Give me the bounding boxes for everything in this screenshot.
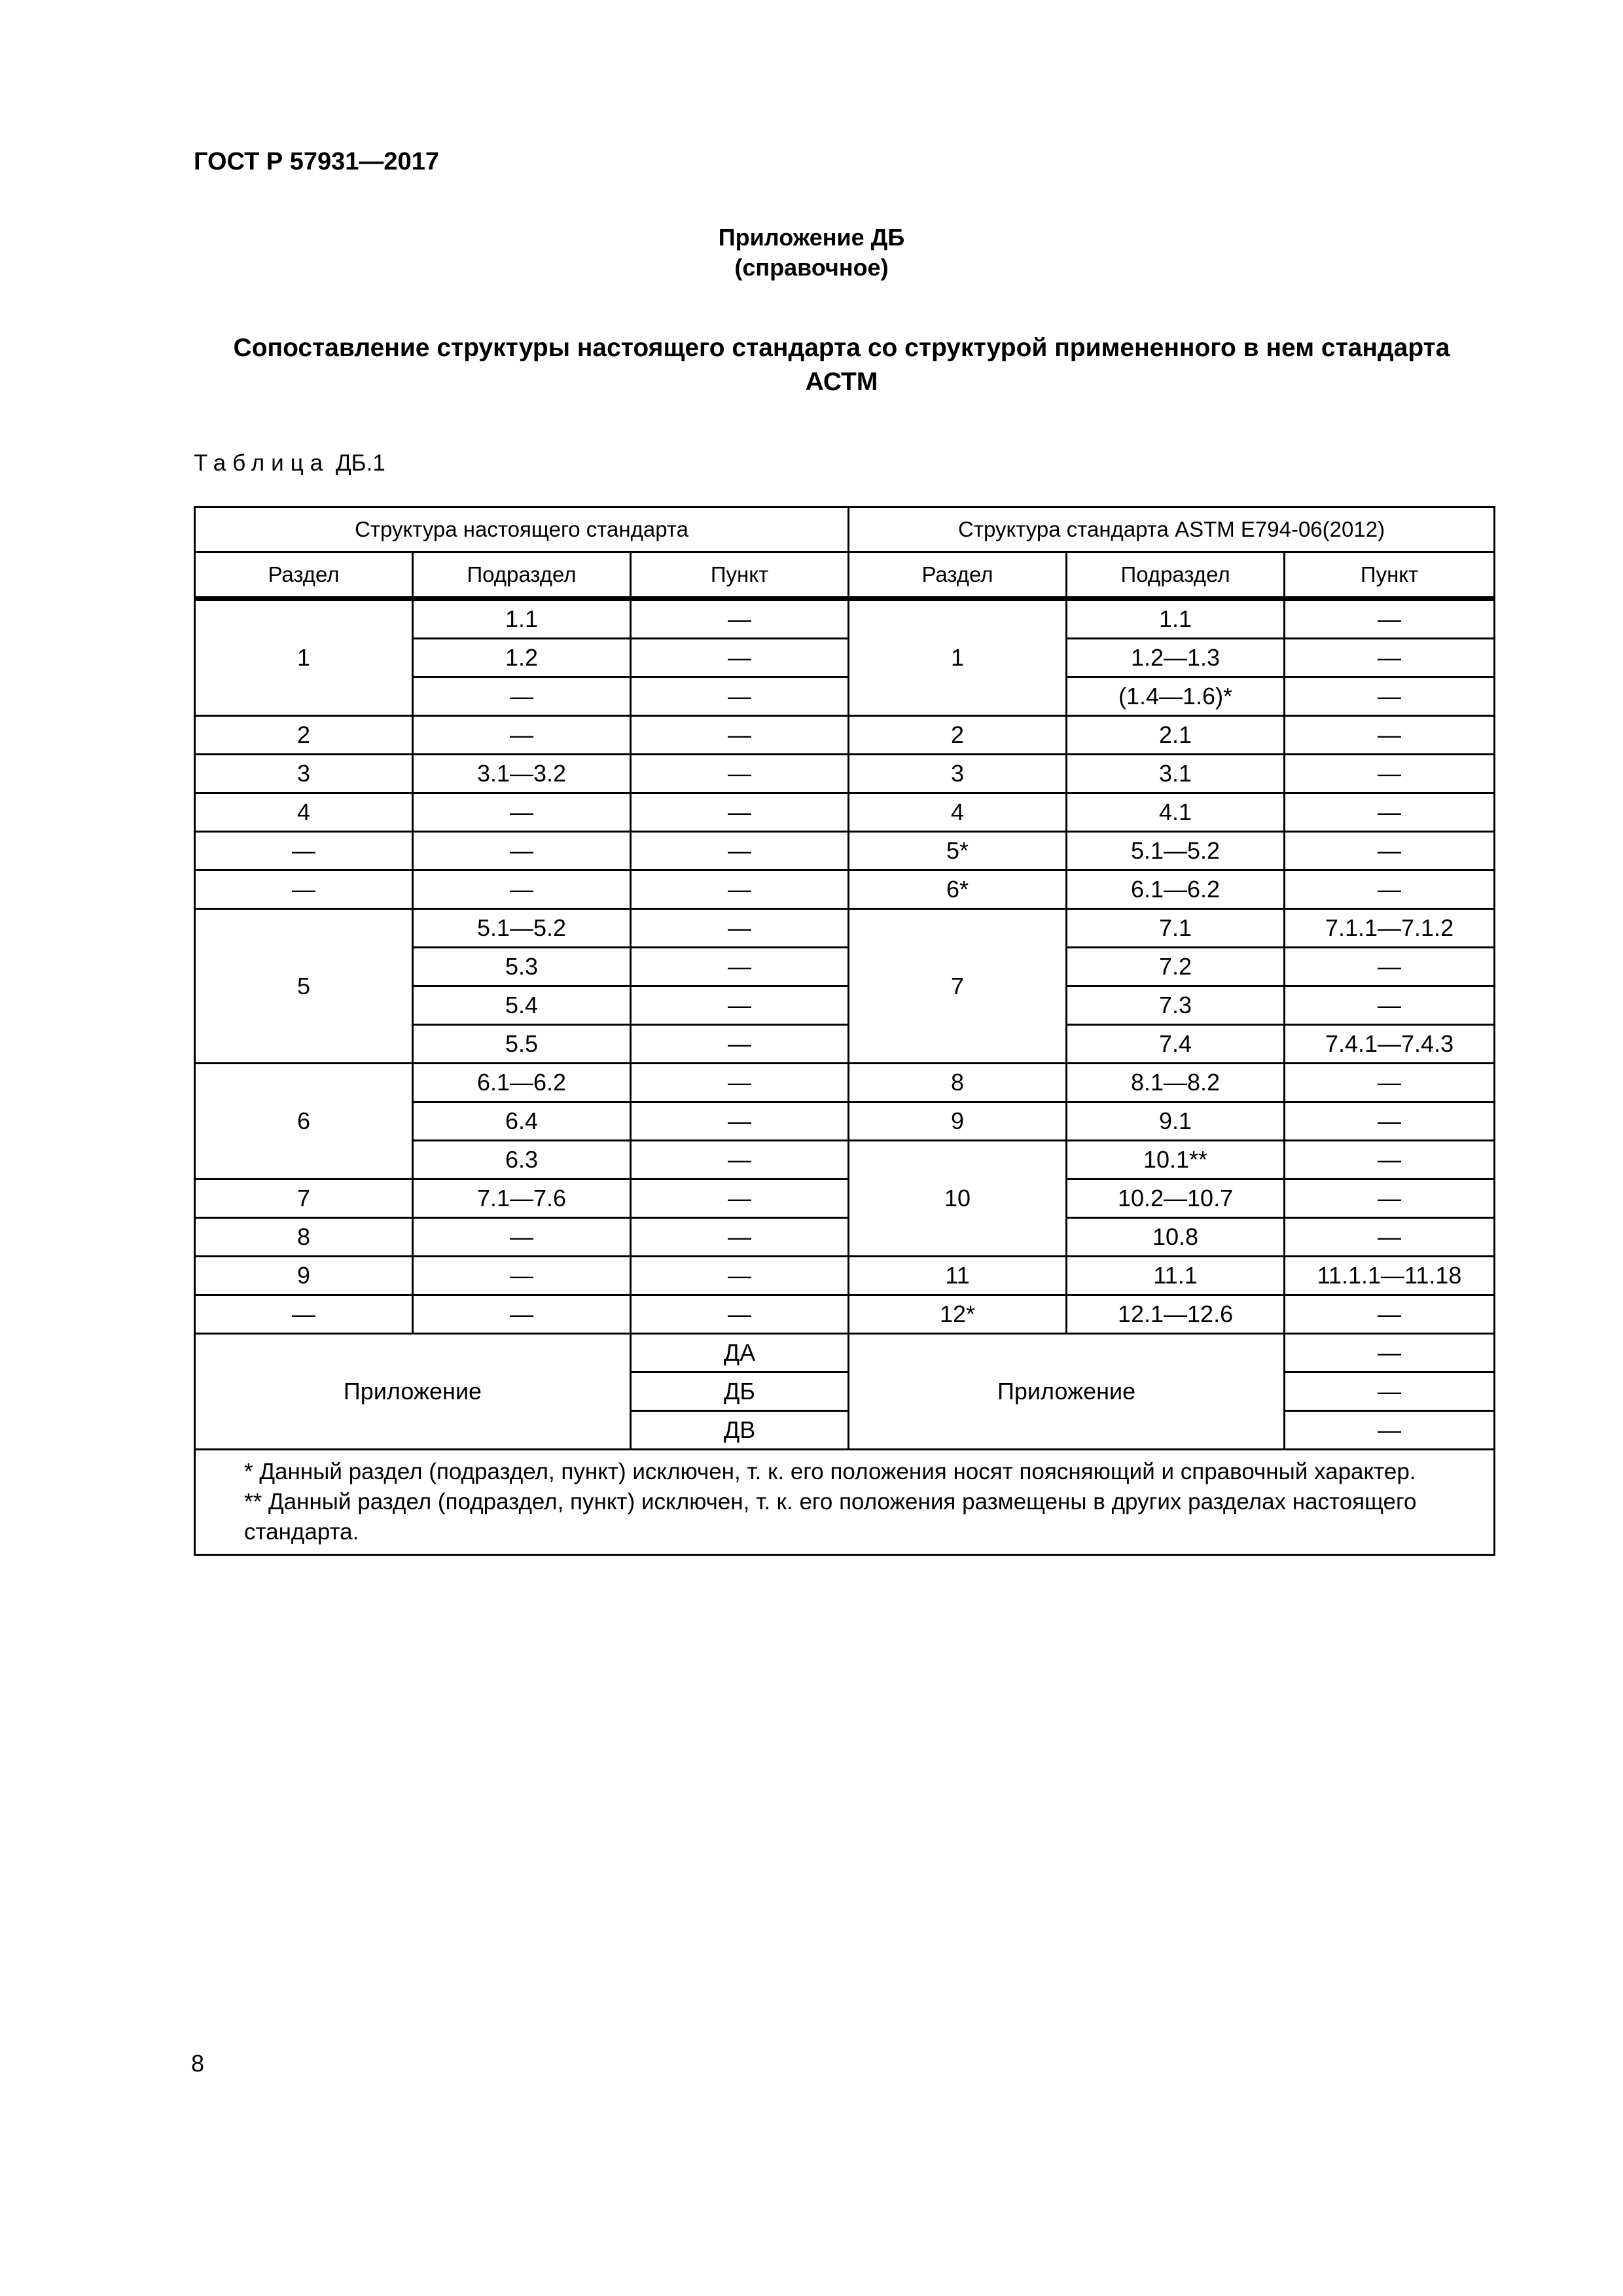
table-cell: 11 <box>849 1257 1067 1295</box>
table-cell: — <box>1285 1179 1495 1218</box>
column-header: Пункт <box>631 552 849 599</box>
table-cell: 5.4 <box>413 986 631 1025</box>
table-cell: 4 <box>195 793 413 832</box>
table-cell: — <box>631 1025 849 1064</box>
table-cell: 3 <box>195 755 413 793</box>
table-cell: 6* <box>849 870 1067 909</box>
table-cell: 1 <box>195 599 413 716</box>
table-cell: — <box>1285 599 1495 639</box>
table-cell: — <box>631 909 849 948</box>
table-cell: — <box>1285 677 1495 716</box>
table-cell: 2.1 <box>1067 716 1285 755</box>
table-cell: 7.3 <box>1067 986 1285 1025</box>
table-cell: 7.4 <box>1067 1025 1285 1064</box>
table-cell: 10.8 <box>1067 1218 1285 1257</box>
table-cell: ДБ <box>631 1372 849 1411</box>
table-cell: 7.1.1—7.1.2 <box>1285 909 1495 948</box>
table-cell: — <box>413 793 631 832</box>
table-cell: — <box>631 832 849 870</box>
structure-comparison-table <box>194 506 1495 1556</box>
table-cell: — <box>413 1295 631 1334</box>
table-cell: 5.5 <box>413 1025 631 1064</box>
table-cell: — <box>1285 948 1495 986</box>
table-cell: — <box>1285 639 1495 677</box>
table-cell: — <box>631 1179 849 1218</box>
table-row <box>195 1257 1495 1295</box>
table-cell: 7.4.1—7.4.3 <box>1285 1025 1495 1064</box>
table-row <box>195 793 1495 832</box>
table-cell: — <box>1285 755 1495 793</box>
table-cell: — <box>631 948 849 986</box>
table-cell: — <box>1285 793 1495 832</box>
table-cell: — <box>631 1102 849 1141</box>
table-cell: 4 <box>849 793 1067 832</box>
table-cell: 7.2 <box>1067 948 1285 986</box>
table-cell: — <box>1285 1372 1495 1411</box>
table-cell: 10 <box>849 1141 1067 1257</box>
table-cell: — <box>413 832 631 870</box>
table-row <box>195 1295 1495 1334</box>
table-cell: 1.1 <box>413 599 631 639</box>
table-cell: 8 <box>849 1064 1067 1102</box>
table-caption-label: Таблица <box>194 450 330 476</box>
table-cell: Приложение <box>849 1334 1285 1450</box>
document-code: ГОСТ Р 57931—2017 <box>194 148 439 175</box>
column-header: Подраздел <box>1067 552 1285 599</box>
table-cell: 3.1—3.2 <box>413 755 631 793</box>
table-cell: 3.1 <box>1067 755 1285 793</box>
page-heading: Сопоставление структуры настоящего стандарта со структурой примененного в нем стандарта АСТМ <box>233 334 1450 396</box>
appendix-header <box>0 223 1623 283</box>
table-cell: — <box>195 870 413 909</box>
table-cell: ДА <box>631 1334 849 1372</box>
table-cell: — <box>631 639 849 677</box>
table-row <box>195 599 1495 639</box>
table-cell: 1.1 <box>1067 599 1285 639</box>
table-row <box>195 716 1495 755</box>
table-notes <box>195 1450 1495 1555</box>
table-cell: 10.1** <box>1067 1141 1285 1179</box>
table-cell: — <box>631 1064 849 1102</box>
column-header: Пункт <box>1285 552 1495 599</box>
table-cell: 4.1 <box>1067 793 1285 832</box>
table-row <box>195 1064 1495 1102</box>
table-cell: — <box>1285 1141 1495 1179</box>
footnote-1: * Данный раздел (подраздел, пункт) исключен, т. к. его положения носят поясняющий и справочный характер. <box>244 1459 1416 1484</box>
table-cell: 2 <box>849 716 1067 755</box>
table-cell: 7.1—7.6 <box>413 1179 631 1218</box>
table-cell: Приложение <box>195 1334 631 1450</box>
table-cell: — <box>1285 1064 1495 1102</box>
table-cell: — <box>631 677 849 716</box>
column-header: Подраздел <box>413 552 631 599</box>
table-row <box>195 909 1495 948</box>
table-cell: 5.1—5.2 <box>413 909 631 948</box>
table-row <box>195 832 1495 870</box>
footnote-2: ** Данный раздел (подраздел, пункт) исключен, т. к. его положения размещены в других разделах настоящего стандарта. <box>244 1489 1417 1545</box>
table-row <box>195 870 1495 909</box>
table-cell: — <box>1285 1218 1495 1257</box>
table-cell: — <box>195 1295 413 1334</box>
table-cell: 7.1 <box>1067 909 1285 948</box>
column-header: Раздел <box>849 552 1067 599</box>
table-cell: — <box>631 755 849 793</box>
table-row <box>195 1334 1495 1372</box>
table-cell: — <box>413 870 631 909</box>
table-cell: 3 <box>849 755 1067 793</box>
table-caption-number: ДБ.1 <box>335 450 385 476</box>
table-cell: 11.1 <box>1067 1257 1285 1295</box>
table-cell: — <box>1285 1295 1495 1334</box>
table-cell: — <box>195 832 413 870</box>
table-cell: ДВ <box>631 1411 849 1450</box>
table-cell: — <box>413 1218 631 1257</box>
table-cell: 11.1.1—11.18 <box>1285 1257 1495 1295</box>
table-cell: — <box>631 1257 849 1295</box>
table-cell: — <box>631 793 849 832</box>
group-header-left: Структура настоящего стандарта <box>195 507 849 552</box>
table-cell: 5.1—5.2 <box>1067 832 1285 870</box>
table-caption <box>194 450 385 476</box>
table-cell: — <box>631 1295 849 1334</box>
table-cell: 10.2—10.7 <box>1067 1179 1285 1218</box>
appendix-type: (справочное) <box>734 254 889 281</box>
column-header-row <box>195 552 1495 599</box>
table-cell: (1.4—1.6)* <box>1067 677 1285 716</box>
column-header: Раздел <box>195 552 413 599</box>
table-cell: — <box>1285 716 1495 755</box>
table-cell: 1.2—1.3 <box>1067 639 1285 677</box>
page-number: 8 <box>191 2050 205 2077</box>
table-cell: — <box>1285 870 1495 909</box>
table-cell: — <box>413 716 631 755</box>
table-cell: — <box>1285 1102 1495 1141</box>
table-cell: — <box>1285 1334 1495 1372</box>
table-row <box>195 1218 1495 1257</box>
table-cell: — <box>631 599 849 639</box>
table-cell: — <box>413 677 631 716</box>
table-cell: 8 <box>195 1218 413 1257</box>
table-cell: 6.1—6.2 <box>413 1064 631 1102</box>
table-cell: — <box>631 716 849 755</box>
table-cell: — <box>631 986 849 1025</box>
table-cell: 8.1—8.2 <box>1067 1064 1285 1102</box>
table-cell: 6.4 <box>413 1102 631 1141</box>
table-cell: 1 <box>849 599 1067 716</box>
table-cell: 6 <box>195 1064 413 1179</box>
table-cell: 2 <box>195 716 413 755</box>
table-cell: — <box>1285 986 1495 1025</box>
table-cell: — <box>631 870 849 909</box>
table-notes-row <box>195 1450 1495 1555</box>
table-row <box>195 1179 1495 1218</box>
table-cell: 9.1 <box>1067 1102 1285 1141</box>
table-cell: 12.1—12.6 <box>1067 1295 1285 1334</box>
table-cell: — <box>1285 1411 1495 1450</box>
table-cell: — <box>631 1218 849 1257</box>
table-cell: 5 <box>195 909 413 1064</box>
table-cell: 5* <box>849 832 1067 870</box>
table-cell: 7 <box>195 1179 413 1218</box>
table-cell: 6.1—6.2 <box>1067 870 1285 909</box>
table-cell: 9 <box>195 1257 413 1295</box>
table-cell: 5.3 <box>413 948 631 986</box>
group-header-right: Структура стандарта ASTM E794-06(2012) <box>849 507 1495 552</box>
table-cell: — <box>631 1141 849 1179</box>
table-row <box>195 755 1495 793</box>
group-header-row <box>195 507 1495 552</box>
table-cell: 1.2 <box>413 639 631 677</box>
table-cell: 9 <box>849 1102 1067 1141</box>
table-cell: 6.3 <box>413 1141 631 1179</box>
appendix-title: Приложение ДБ <box>718 224 905 251</box>
table-cell: 7 <box>849 909 1067 1064</box>
table-cell: — <box>1285 832 1495 870</box>
table-cell: 12* <box>849 1295 1067 1334</box>
table-cell: — <box>413 1257 631 1295</box>
